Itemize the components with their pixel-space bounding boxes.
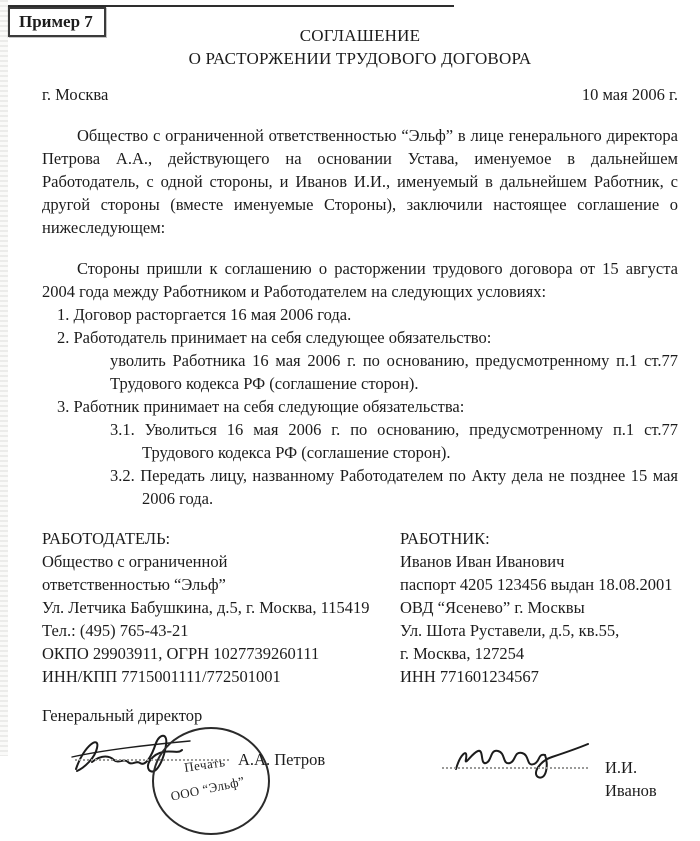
signature-row [42,729,678,841]
employee-line: Ул. Шота Руставели, д.5, кв.55, [400,621,620,640]
employer-heading: РАБОТОДАТЕЛЬ: [42,529,171,548]
employer-details [42,527,400,688]
employee-line: ИНН 771601234567 [400,667,539,686]
clause-3-2-number: 3.2. [110,466,135,485]
clause-2 [57,326,678,349]
employee-heading: РАБОТНИК: [400,529,490,548]
clause-1 [57,303,678,326]
employer-line: Ул. Летчика Бабушкина, д.5, г. Москва, 115419 [42,598,370,617]
employer-signer-title: Генеральный директор [42,706,203,725]
clause-3-1 [42,418,678,464]
title-line-1: СОГЛАШЕНИЕ [299,26,421,45]
stamp-text-line-2: ООО “Эльф” [169,773,246,804]
title-line-2: О РАСТОРЖЕНИИ ТРУДОВОГО ДОГОВОРА [188,49,532,68]
employee-line: паспорт 4205 123456 выдан 18.08.2001 [400,575,673,594]
employer-line: ИНН/КПП 7715001111/772501001 [42,667,281,686]
clause-3-1-number: 3.1. [110,420,135,439]
employer-line: ответственностью “Эльф” [42,575,226,594]
company-stamp [152,727,270,835]
employee-signature-line [442,767,588,769]
clause-1-number: 1. [57,305,70,324]
clause-3-number: 3. [57,397,70,416]
employee-signer-name: И.И. Иванов [605,758,657,800]
parties-section [42,527,678,688]
agreement-paragraph: Стороны пришли к соглашению о расторжении трудового договора от 15 августа 2004 года между Работником и Работодателем на следующих условиях: [42,259,678,301]
document-title [42,24,678,70]
employer-line: Общество с ограниченной [42,552,228,571]
clause-3-text: Работник принимает на себя следующие обязательства: [73,397,465,416]
employee-line: г. Москва, 127254 [400,644,525,663]
clause-2-text: Работодатель принимает на себя следующее обязательство: [73,328,492,347]
place-label: г. Москва [42,85,109,104]
clause-3-2 [42,464,678,510]
clause-3-1-text: Уволиться 16 мая 2006 г. по основанию, предусмотренному п.1 ст.77 Трудового кодекса РФ (соглашение сторон). [142,420,678,462]
clause-1-text: Договор расторгается 16 мая 2006 года. [73,305,352,324]
clause-3-2-text: Передать лицу, названному Работодателем по Акту дела не позднее 15 мая 2006 года. [140,466,679,508]
employee-line: Иванов Иван Иванович [400,552,565,571]
clause-2-number: 2. [57,328,70,347]
date-label: 10 мая 2006 г. [581,85,678,104]
employee-signature-icon [450,731,592,786]
employer-signer-name: А.А. Петров [238,750,326,769]
intro-paragraph: Общество с ограниченной ответственностью “Эльф” в лице генерального директора Петрова А.А., действующего на основании Устава, именуемое в дальнейшем Работодатель, с одной стороны, и Иванов И.И., именуемый в дальнейшем Работник, с другой стороны (вместе именуемые Стороны), заключили настоящее соглашение о нижеследующем: [42,126,678,237]
stamp-text-line-1: Печать [183,754,227,775]
clause-3 [57,395,678,418]
clause-2-subitem: уволить Работника 16 мая 2006 г. по основанию, предусмотренному п.1 ст.77 Трудового кодекса РФ (соглашение сторон). [110,351,678,393]
employee-line: ОВД “Ясенево” г. Москвы [400,598,585,617]
employee-details [400,527,678,688]
employer-line: ОКПО 29903911, ОГРН 1027739260111 [42,644,320,663]
place-date-row [42,83,678,106]
employer-line: Тел.: (495) 765-43-21 [42,621,189,640]
example-label: Пример 7 [19,12,93,31]
